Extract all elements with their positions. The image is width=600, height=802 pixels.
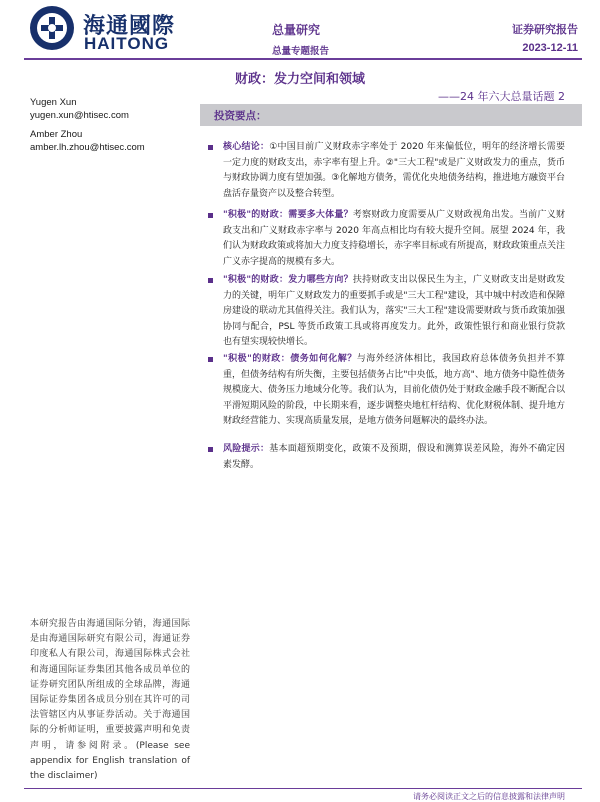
footer-notice: 请务必阅读正文之后的信息披露和法律声明 [413, 792, 565, 801]
bullet-square-icon [208, 278, 213, 283]
report-type: 总量研究 [272, 23, 321, 37]
haitong-logo [28, 4, 238, 56]
header-divider [24, 58, 582, 60]
bullet-keyword: 风险提示： [223, 444, 270, 454]
bullet-square-icon [208, 357, 213, 362]
bullet-square-icon [208, 213, 213, 218]
bullet-text: 与海外经济体相比，我国政府总体债务负担并不算重，但债务结构有所失衡，主要包括债务占比"中央低，地方高"、地方债务中隐性债务规模庞大、债务压力地域分化等。我们认为，目前化债仍处于财政金融手段不断配合以平滑短期风险的阶段，中长期来看，逐步调整央地杠杆结构、优化财税体制、提升地方财政经营能力、实现高质量发展，是地方债务问题解决的最终办法。 [223, 354, 566, 426]
bullet-item [205, 352, 565, 430]
footer-divider [24, 788, 582, 789]
bullet-square-icon [208, 145, 213, 150]
author-name: Amber Zhou [30, 129, 83, 140]
bullet-square-icon [208, 447, 213, 452]
disclaimer-text: 本研究报告由海通国际分销，海通国际是由海通国际研究有限公司，海通证券印度私人有限公司，海通国际株式会社和海通国际证券集团其他各成员单位的证券研究团队所组成的全球品牌，海通国际证券集团各成员分别在其许可的司法管辖区内从事证券活动。关于海通国际的分析师证明，重要披露声明和免责声明，请参阅附录。(Please see appendix for English translation of the disclaimer) [30, 619, 190, 782]
author-block-1 [30, 96, 129, 122]
bullet-item [205, 442, 565, 473]
bullet-keyword: "积极"的财政：需要多大体量？ [223, 210, 353, 220]
author-email[interactable]: yugen.xun@htisec.com [30, 110, 129, 121]
section-label: 投资要点： [214, 110, 267, 122]
bullet-text: 考察财政力度需要从广义财政视角出发。当前广义财政支出和广义财政赤字率与 2020 年高点相比均有较大提升空间。展望 2024 年，我们认为财政政策或将加大力度支持稳增长，赤字率目标或有所提高，财政政策重点关注广义赤字提高的规模有多大。 [223, 210, 566, 267]
bullet-keyword: "积极"的财政：发力哪些方向？ [223, 275, 353, 285]
author-block-2 [30, 128, 145, 154]
logo-name-cn: 海通國際 [83, 14, 176, 39]
bullet-item [205, 140, 565, 202]
report-kind: 证券研究报告 [512, 23, 578, 36]
report-subtype: 总量专题报告 [272, 46, 330, 57]
bullet-item [205, 208, 565, 270]
report-date: 2023-12-11 [522, 42, 578, 54]
report-subtitle: ——24 年六大总量话题 2 [438, 90, 565, 103]
haitong-logo-icon [28, 4, 76, 52]
bullet-text: 扶持财政支出以保民生为主，广义财政支出是财政发力的关键，明年广义财政发力的重要抓手或是"三大工程"建设，其中城中村改造和保障房建设的联动尤其值得关注。我们认为，落实"三大工程"建设需要财政与货币政策加强协同与配合，PSL 等货币政策工具或将再度发力。此外，政策性银行和商业银行贷款也有望实现较快增长。 [223, 275, 565, 347]
author-email[interactable]: amber.lh.zhou@htisec.com [30, 142, 145, 153]
logo-name-en: HAITONG [84, 34, 170, 53]
bullet-text: 基本面超预期变化，政策不及预期，假设和测算误差风险，海外不确定因素发酵。 [223, 444, 565, 470]
bullet-keyword: 核心结论： [223, 142, 270, 152]
bullet-item [205, 273, 565, 351]
report-title: 财政：发力空间和领域 [234, 72, 365, 87]
investment-highlights-bar [200, 104, 582, 126]
author-name: Yugen Xun [30, 97, 77, 108]
bullet-text: ①中国目前广义财政赤字率处于 2020 年来偏低位，明年的经济增长需要一定力度的财政支出，赤字率有望上升。②"三大工程"或是广义财政发力的重点，货币与财政协调力度有望加强。③化解地方债务，需优化央地债务结构，推进地方融资平台盘活存量资产以及整合转型。 [223, 142, 565, 199]
bullet-keyword: "积极"的财政：债务如何化解？ [223, 354, 357, 364]
